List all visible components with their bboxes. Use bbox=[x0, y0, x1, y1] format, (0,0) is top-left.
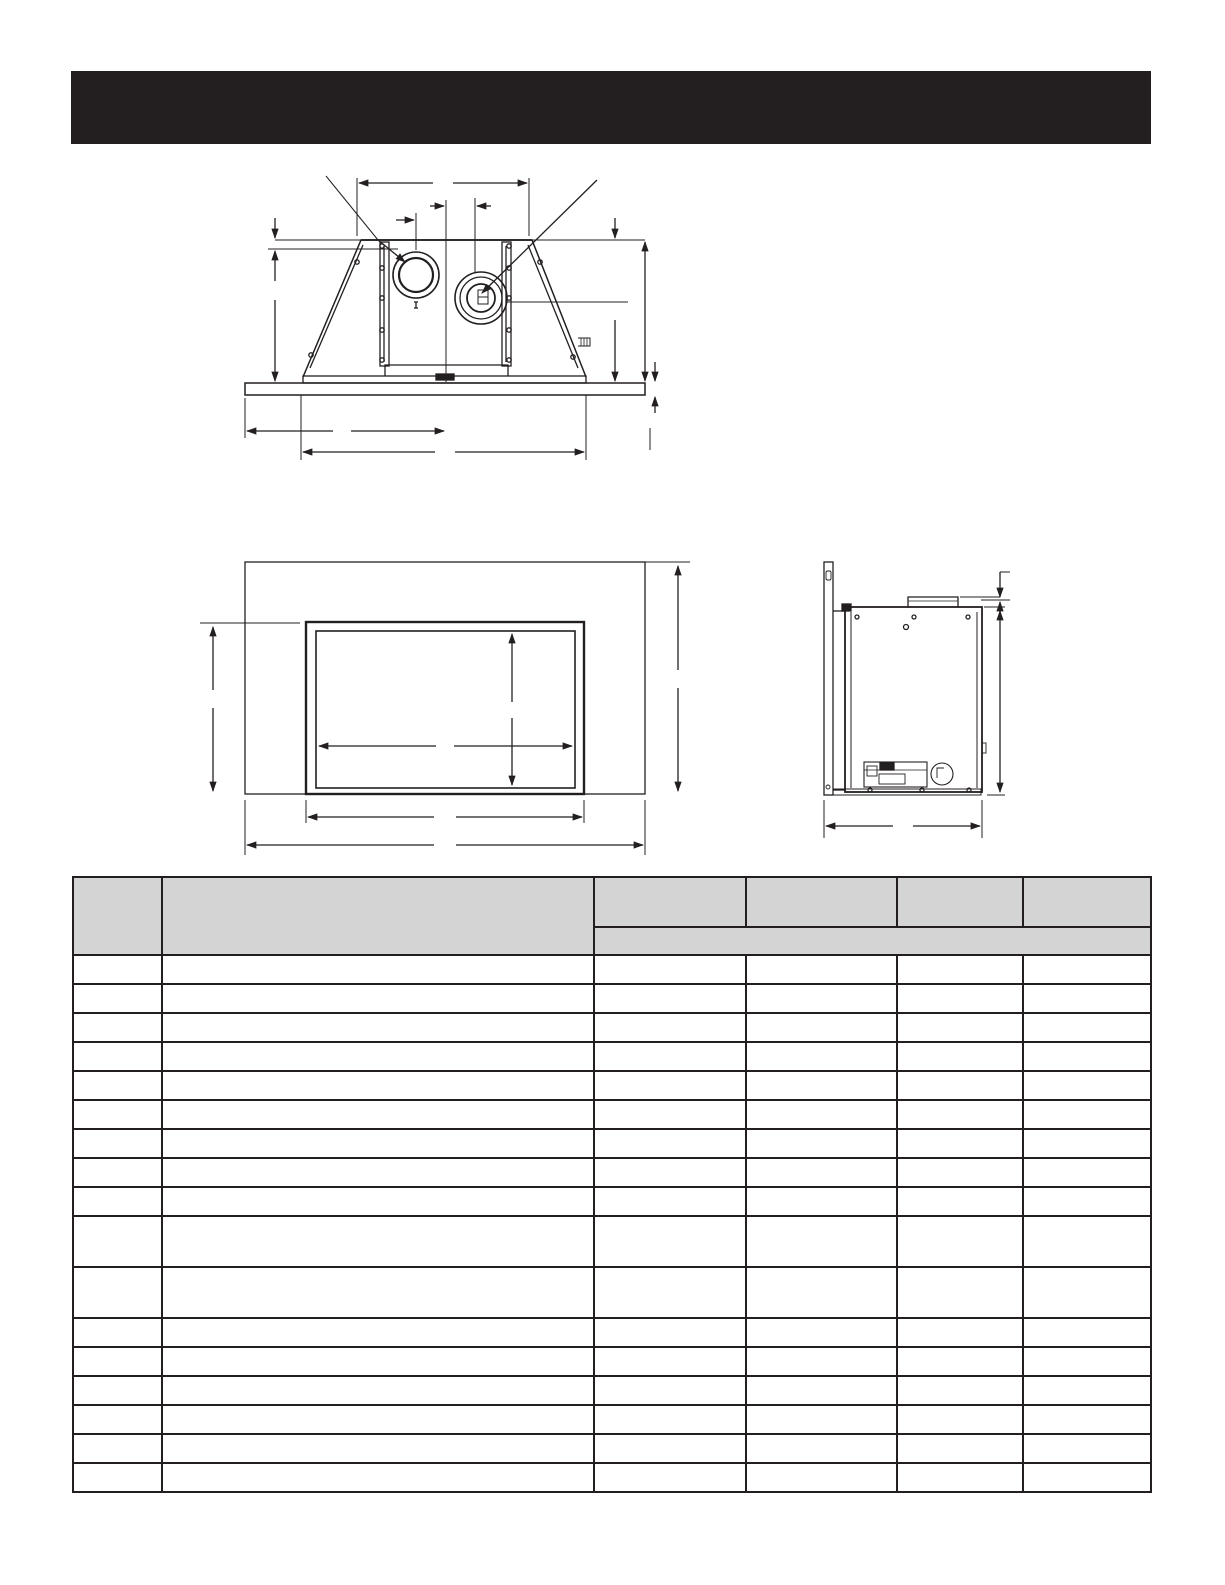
specification-table bbox=[72, 876, 1152, 1493]
table-row bbox=[73, 1267, 1151, 1318]
table-row bbox=[73, 1187, 1151, 1216]
table-row bbox=[73, 1463, 1151, 1492]
header-cell-col5 bbox=[897, 877, 1023, 927]
header-cell-units bbox=[594, 927, 1151, 955]
front-view-drawing bbox=[200, 562, 690, 855]
table-row bbox=[73, 1376, 1151, 1405]
header-cell-col3 bbox=[594, 877, 746, 927]
table-row bbox=[73, 1129, 1151, 1158]
table-row bbox=[73, 984, 1151, 1013]
header-cell-col4 bbox=[746, 877, 897, 927]
table-row bbox=[73, 955, 1151, 984]
table-row bbox=[73, 1216, 1151, 1267]
side-view-drawing bbox=[824, 562, 1010, 838]
table-row bbox=[73, 1013, 1151, 1042]
table-row bbox=[73, 1434, 1151, 1463]
header-cell-description bbox=[162, 877, 594, 955]
table-row bbox=[73, 1071, 1151, 1100]
table-row bbox=[73, 1405, 1151, 1434]
header-cell-col6 bbox=[1023, 877, 1151, 927]
table-header-row bbox=[73, 877, 1151, 927]
table-row bbox=[73, 1158, 1151, 1187]
top-view-drawing bbox=[245, 176, 655, 460]
header-cell-key bbox=[73, 877, 162, 955]
table-row bbox=[73, 1042, 1151, 1071]
table-row bbox=[73, 1318, 1151, 1347]
table-row bbox=[73, 1347, 1151, 1376]
table-row bbox=[73, 1100, 1151, 1129]
